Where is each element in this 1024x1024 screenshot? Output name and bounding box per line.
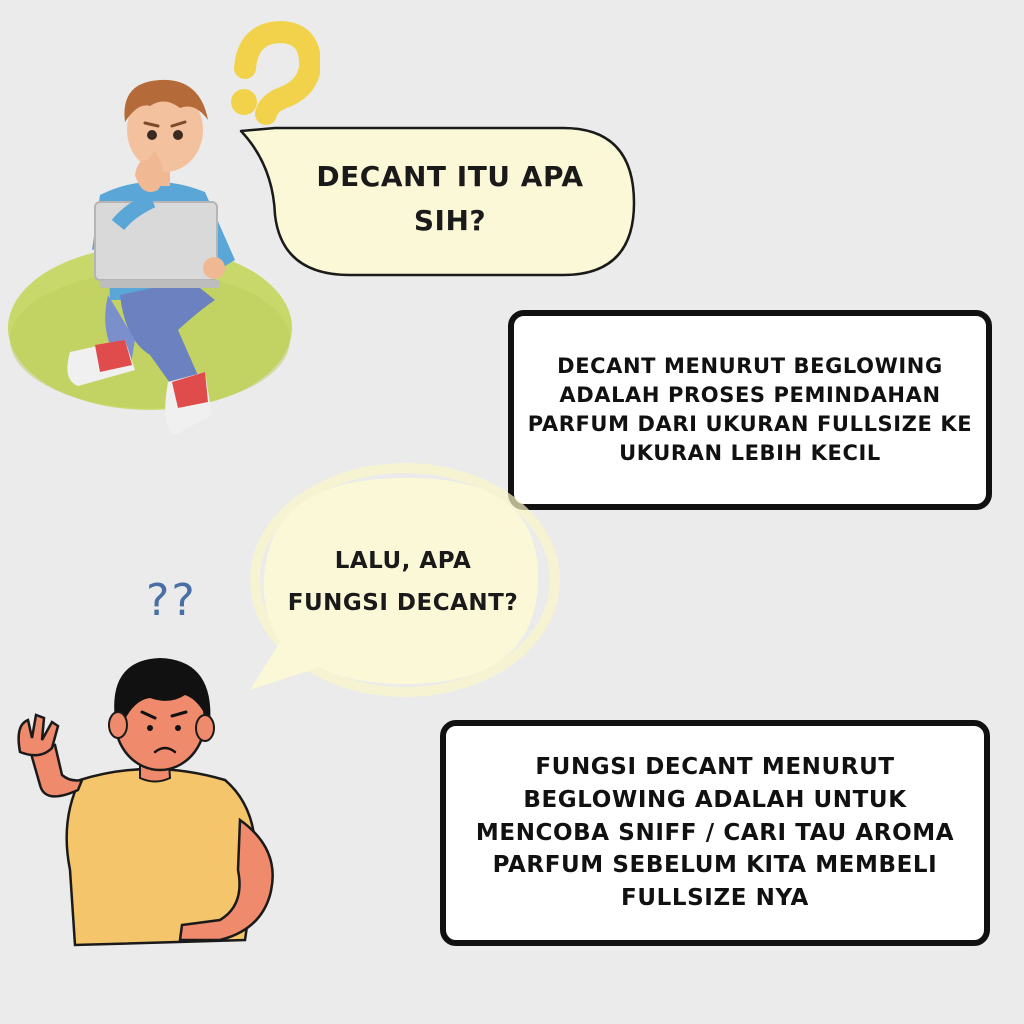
- answer-box-1: [508, 310, 992, 510]
- confused-person-illustration: [0, 640, 300, 970]
- bubble-1-line-1: DECANT ITU APA: [316, 160, 584, 193]
- speech-bubble-1: [285, 155, 615, 243]
- box-2-line-1: FUNGSI DECANT MENURUT: [535, 754, 895, 781]
- bubble-2-line-1: LALU, APA: [334, 548, 472, 574]
- box-2-line-2: BEGLOWING ADALAH UNTUK: [523, 787, 907, 814]
- answer-box-2: [440, 720, 990, 946]
- box-1-line-2: ADALAH PROSES PEMINDAHAN: [559, 383, 941, 408]
- blue-question-marks: ??: [146, 575, 197, 626]
- box-1-line-1: DECANT MENURUT BEGLOWING: [557, 354, 943, 379]
- laptop: [95, 202, 217, 280]
- speech-bubble-2: [258, 540, 548, 624]
- box-2-line-3: MENCOBA SNIFF / CARI TAU AROMA: [475, 819, 955, 846]
- bubble-1-line-2: SIH?: [413, 204, 487, 237]
- box-2-line-5: FULLSIZE NYA: [621, 884, 809, 911]
- box-1-line-4: UKURAN LEBIH KECIL: [619, 440, 881, 465]
- bubble-2-line-2: FUNGSI DECANT?: [287, 590, 519, 616]
- box-1-line-3: PARFUM DARI UKURAN FULLSIZE KE: [527, 412, 973, 436]
- yellow-question-mark-icon: [231, 32, 310, 115]
- box-2-line-4: PARFUM SEBELUM KITA MEMBELI: [492, 852, 938, 879]
